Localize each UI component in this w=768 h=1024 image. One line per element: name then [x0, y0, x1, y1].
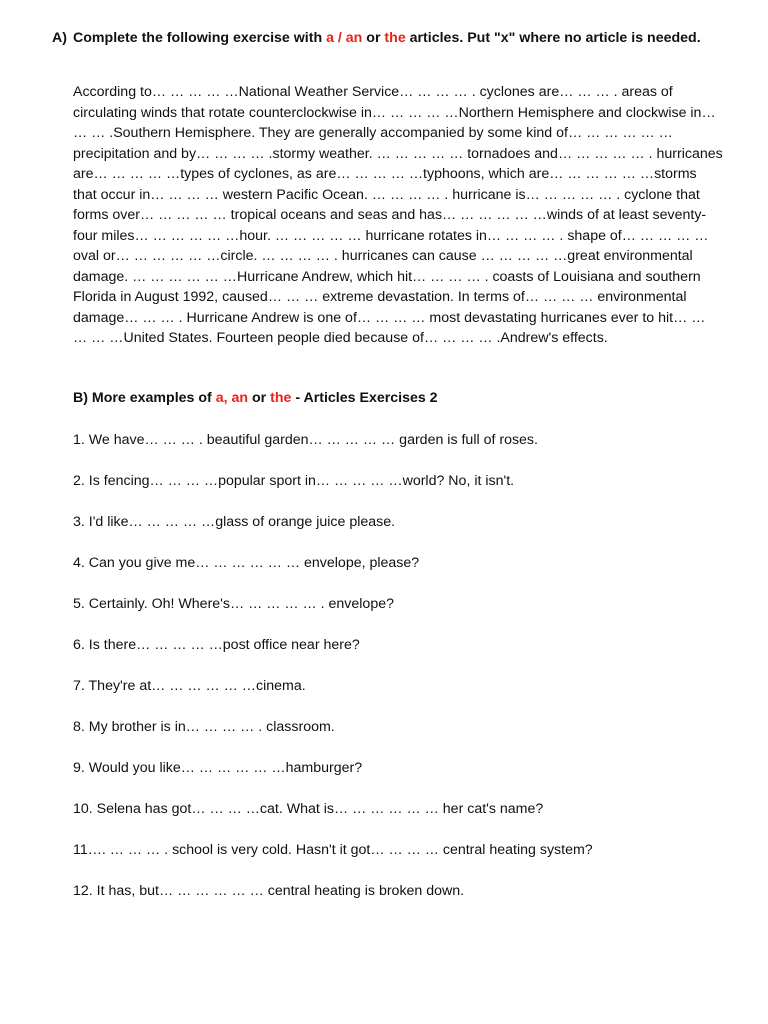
- section-b-heading-part2: or: [248, 390, 271, 406]
- question-item: 10. Selena has got… … … …cat. What is… … … … … … her cat's name?: [73, 801, 544, 817]
- question-item: 11…. … … … . school is very cold. Hasn't it got… … … … central heating system?: [73, 842, 593, 858]
- question-item: 1. We have… … … . beautiful garden… … … … … garden is full of roses.: [73, 432, 538, 448]
- question-item: 8. My brother is in… … … … . classroom.: [73, 719, 335, 735]
- question-item: 5. Certainly. Oh! Where's… … … … … . envelope?: [73, 596, 394, 612]
- section-b-highlight-a-an: a, an: [215, 390, 249, 406]
- section-a-letter: A): [52, 30, 67, 46]
- section-a-heading: [52, 30, 712, 47]
- section-a-highlight-a-an: a / an: [326, 30, 363, 46]
- question-item: 12. It has, but… … … … … … central heating is broken down.: [73, 883, 465, 899]
- section-a-instruction-part2: or: [362, 30, 385, 46]
- section-b-question-list: [73, 432, 723, 924]
- section-b-heading: [73, 390, 438, 407]
- question-item: 3. I'd like… … … … …glass of orange juice please.: [73, 514, 396, 530]
- section-b-highlight-the: the: [270, 390, 292, 406]
- question-item: 7. They're at… … … … … …cinema.: [73, 678, 306, 694]
- section-a-passage: According to… … … … …National Weather Service… … … … . cyclones are… … … . areas of circulating winds that rotate counterclockwise in… … … … …Northern Hemisphere and clockwise in… … … .Southern Hemisphere. They are generally accompanied by some kind of… … … … … …precipitation and by… … … … .stormy weather. … … … … … tornadoes and… … … … … . hurricanes are… … … … …types of cyclones, as are… … … … …typhoons, which are… … … … … …storms that occur in… … … … western Pacific Ocean. … … … … . hurricane is… … … … … . cyclone that forms over… … … … … tropical oceans and seas and has… … … … … …winds of at least seventy-four miles… … … … … …hour. … … … … … hurricane rotates in… … … … . shape of… … … … …oval or… … … … … …circle. … … … … . hurricanes can cause … … … … …great environmental damage. … … … … … …Hurricane Andrew, which hit… … … … . coasts of Louisiana and southern Florida in August 1992, caused… … … extreme devastation. In terms of… … … … environmental damage… … … . Hurricane Andrew is one of… … … … most devastating hurricanes ever to hit… … … … …United States. Fourteen people died because of… … … … .Andrew's effects.: [73, 84, 723, 346]
- section-a-instruction-part3: articles. Put "x" where no article is needed.: [405, 30, 701, 46]
- section-a-highlight-the: the: [384, 30, 406, 46]
- section-b-heading-part3: - Articles Exercises 2: [291, 390, 438, 406]
- question-item: 6. Is there… … … … …post office near here?: [73, 637, 360, 653]
- question-item: 4. Can you give me… … … … … … envelope, please?: [73, 555, 420, 571]
- section-a-instruction-part1: Complete the following exercise with: [73, 30, 327, 46]
- question-item: 9. Would you like… … … … … …hamburger?: [73, 760, 363, 776]
- section-a-instruction: [73, 30, 712, 47]
- section-b-heading-part1: B) More examples of: [73, 390, 216, 406]
- question-item: 2. Is fencing… … … …popular sport in… … … … …world? No, it isn't.: [73, 473, 515, 489]
